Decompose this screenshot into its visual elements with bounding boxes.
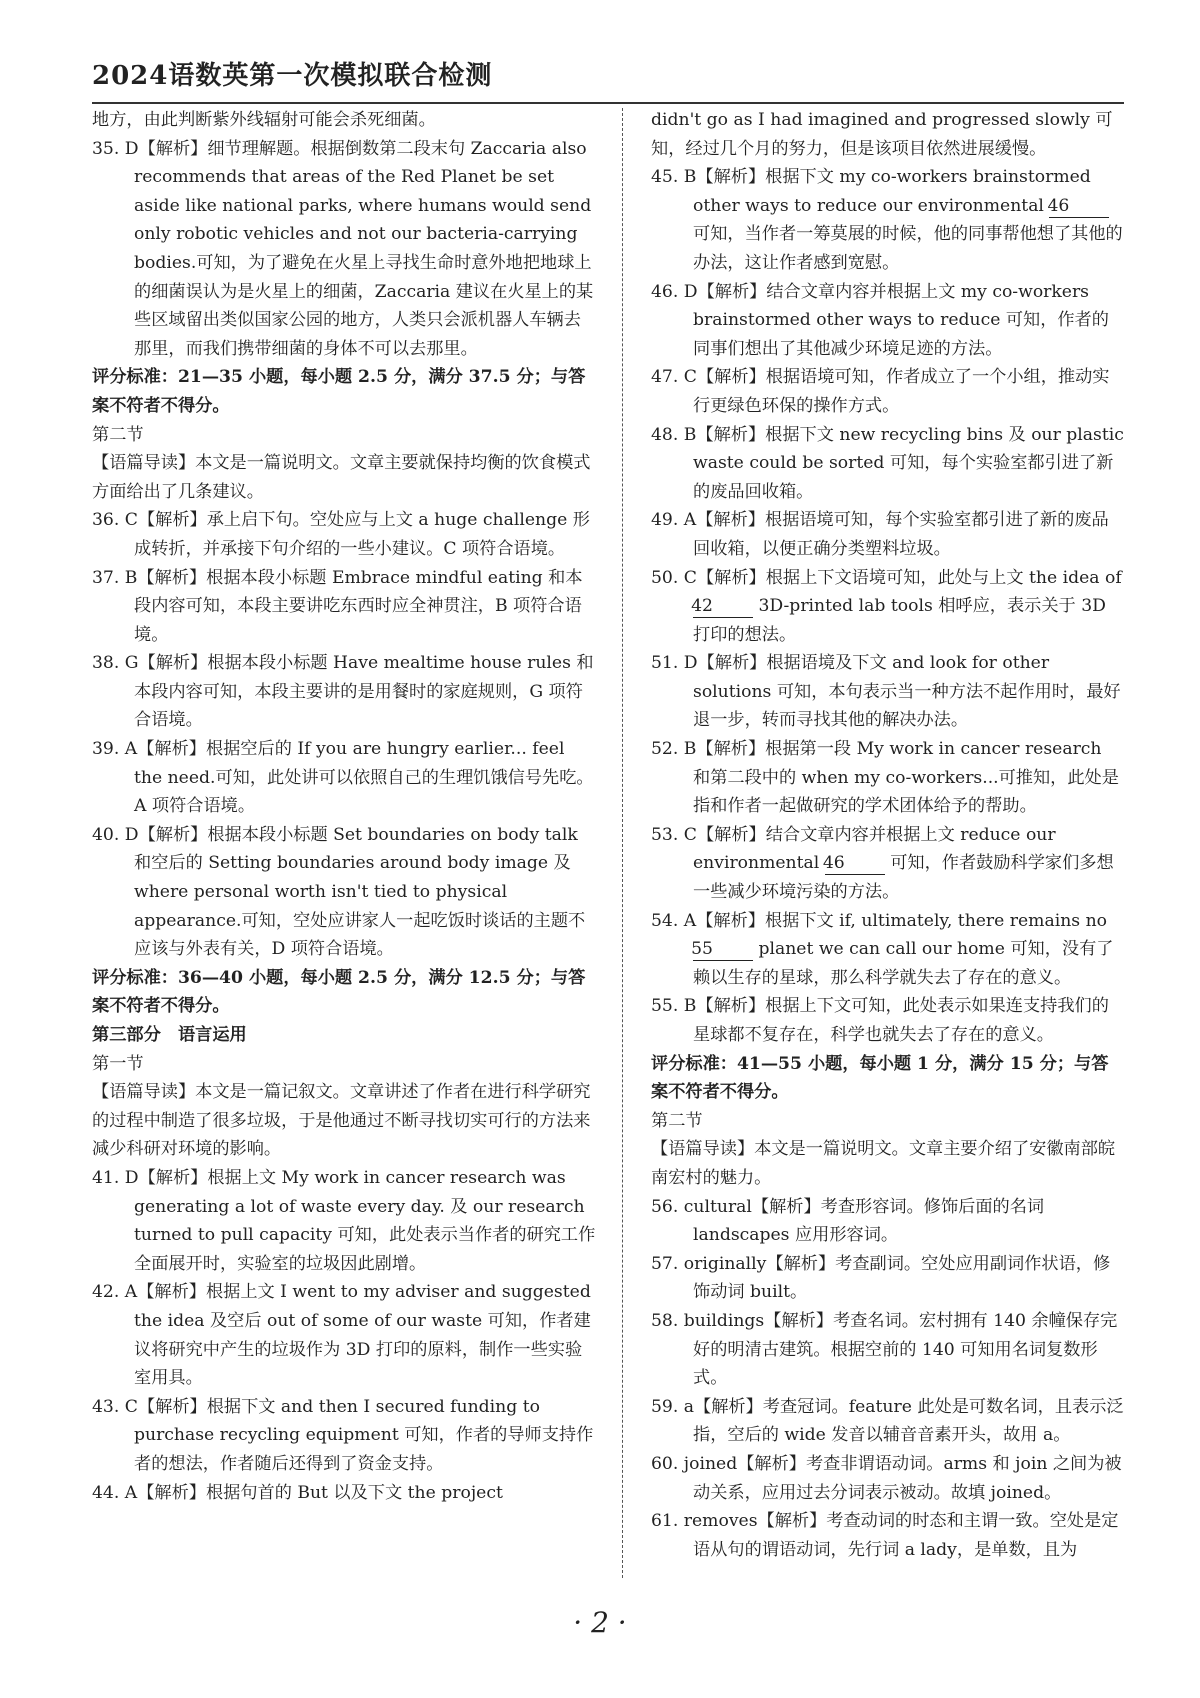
answer-54-text-end: planet we can call our home 可知，没有了赖以生存的星球，那么科学就失去了存在的意义。 — [693, 939, 1114, 988]
answer-38: 38. G【解析】根据本段小标题 Have mealtime house rules 和本段内容可知，本段主要讲的是用餐时的家庭规则，G 项符合语境。 — [92, 653, 594, 731]
answer-44: 44. A【解析】根据句首的 But 以及下文 the project — [92, 1482, 503, 1503]
answer-56: 56. cultural【解析】考查形容词。修饰后面的名词 landscapes 应用形容词。 — [651, 1196, 1045, 1246]
answer-50-text: 50. C【解析】根据上下文语境可知，此处与上文 the idea of — [651, 567, 1122, 588]
answer-42: 42. A【解析】根据上文 I went to my adviser and suggested the idea 及空后 out of some of our waste 可知，作者建议将研究中产生的垃圾作为 3D 打印的原料，制作一些实验室用具。 — [92, 1282, 591, 1389]
answer-54-text: 54. A【解析】根据下文 if, ultimately, there remains no — [651, 910, 1107, 931]
answer-53-text-end: 可知，作者鼓励科学家们多想一些减少环境污染的方法。 — [693, 853, 1114, 903]
answer-57: 57. originally【解析】考查副词。空处应用副词作状语，修饰动词 built。 — [651, 1253, 1111, 1303]
answer-53 — [651, 821, 1124, 907]
answer-45 — [651, 163, 1124, 277]
right-continuation: didn't go as I had imagined and progressed slowly 可知，经过几个月的努力，但是该项目依然进展缓慢。 — [651, 110, 1113, 159]
answer-50 — [651, 564, 1124, 650]
blank-number: 55 — [693, 938, 753, 961]
section-heading: 第二节 — [92, 424, 144, 445]
answer-46: 46. D【解析】结合文章内容并根据上文 my co-workers brainstormed other ways to reduce 可知，作者的同事们想出了其他减少环境足迹的方法。 — [651, 281, 1109, 359]
answer-60: 60. joined【解析】考查非谓语动词。arms 和 join 之间为被动关系，应用过去分词表示被动。故填 joined。 — [651, 1453, 1122, 1503]
answer-39: 39. A【解析】根据空后的 If you are hungry earlier... feel the need.可知，此处讲可以依照自己的生理饥饿信号先吃。A 项符合语境。 — [92, 739, 594, 817]
answer-50-text-end: 3D-printed lab tools 相呼应，表示关于 3D 打印的想法。 — [693, 596, 1106, 645]
page-number: · 2 · — [573, 1606, 627, 1639]
answer-37: 37. B【解析】根据本段小标题 Embrace mindful eating 和本段内容可知，本段主要讲吃东西时应全神贯注，B 项符合语境。 — [92, 567, 583, 645]
passage-guide: 【语篇导读】本文是一篇说明文。文章主要介绍了安徽南部皖南宏村的魅力。 — [651, 1139, 1116, 1188]
column-divider — [622, 108, 623, 1578]
answer-54 — [651, 907, 1124, 993]
left-continuation: 地方，由此判断紫外线辐射可能会杀死细菌。 — [92, 110, 436, 130]
answer-55: 55. B【解析】根据上下文可知，此处表示如果连支持我们的星球都不复存在，科学也就失去了存在的意义。 — [651, 996, 1109, 1045]
scoring-criteria: 评分标准：21—35 小题，每小题 2.5 分，满分 37.5 分；与答案不符者不得分。 — [92, 367, 586, 416]
section-heading: 第一节 — [92, 1053, 144, 1074]
right-column — [651, 106, 1124, 1564]
left-column — [92, 106, 598, 1507]
answer-43: 43. C【解析】根据下文 and then I secured funding to purchase recycling equipment 可知，作者的导师支持作者的想法，作者随后还得到了资金支持。 — [92, 1396, 594, 1474]
answer-58: 58. buildings【解析】考查名词。宏村拥有 140 余幢保存完好的明清古建筑。根据空前的 140 可知用名词复数形式。 — [651, 1310, 1118, 1389]
blank-number: 46 — [825, 852, 885, 875]
answer-45-text-end: 可知，当作者一筹莫展的时候，他的同事帮他想了其他的办法，这让作者感到宽慰。 — [693, 224, 1123, 273]
answer-35: 35. D【解析】细节理解题。根据倒数第二段末句 Zaccaria also recommends that areas of the Red Planet be set aside like national parks, where humans would send only robotic vehicles and not our bacteria-carrying bodies.可知，为了避免在火星上寻找生命时意外地把地球上的细菌误认为是火星上的细菌，Zaccaria 建议在火星上的某些区域留出类似国家公园的地方，人类只会派机器人车辆去那里，而我们携带细菌的身体不可以去那里。 — [92, 138, 594, 359]
scoring-criteria: 评分标准：36—40 小题，每小题 2.5 分，满分 12.5 分；与答案不符者不得分。 — [92, 967, 586, 1017]
scoring-criteria: 评分标准：41—55 小题，每小题 1 分，满分 15 分；与答案不符者不得分。 — [651, 1053, 1109, 1103]
passage-guide: 【语篇导读】本文是一篇记叙文。文章讲述了作者在进行科学研究的过程中制造了很多垃圾，于是他通过不断寻找切实可行的方法来减少科研对环境的影响。 — [92, 1082, 591, 1160]
answer-40: 40. D【解析】根据本段小标题 Set boundaries on body talk 和空后的 Setting boundaries around body image 及 where personal worth isn't tied to physical appearance.可知，空处应讲家人一起吃饭时谈话的主题不应该与外表有关，D 项符合语境。 — [92, 824, 586, 960]
blank-number: 42 — [693, 595, 753, 618]
answer-45-text: 45. B【解析】根据下文 my co-workers brainstormed other ways to reduce our environmental — [651, 167, 1091, 216]
answer-59: 59. a【解析】考查冠词。feature 此处是可数名词，且表示泛指，空后的 wide 发音以辅音音素开头，故用 a。 — [651, 1396, 1124, 1446]
part-heading: 第三部分 语言运用 — [92, 1025, 247, 1045]
answer-49: 49. A【解析】根据语境可知，每个实验室都引进了新的废品回收箱，以便正确分类塑料垃圾。 — [651, 510, 1109, 559]
header-rule — [92, 102, 1124, 104]
answer-51: 51. D【解析】根据语境及下文 and look for other solutions 可知，本句表示当一种方法不起作用时，最好退一步，转而寻找其他的解决办法。 — [651, 653, 1121, 731]
answer-48: 48. B【解析】根据下文 new recycling bins 及 our plastic waste could be sorted 可知，每个实验室都引进了新的废品回收箱。 — [651, 424, 1124, 502]
passage-guide: 【语篇导读】本文是一篇说明文。文章主要就保持均衡的饮食模式方面给出了几条建议。 — [92, 453, 591, 502]
answer-47: 47. C【解析】根据语境可知，作者成立了一个小组，推动实行更绿色环保的操作方式。 — [651, 367, 1110, 416]
header-title: 2024语数英第一次模拟联合检测 — [92, 61, 493, 91]
answer-41: 41. D【解析】根据上文 My work in cancer research was generating a lot of waste every day. 及 our research turned to pull capacity 可知，此处表示当作者的研究工作全面展开时，实验室的垃圾因此剧增。 — [92, 1167, 596, 1274]
answer-52: 52. B【解析】根据第一段 My work in cancer research 和第二段中的 when my co-workers...可推知，此处是指和作者一起做研究的学术团体给予的帮助。 — [651, 739, 1119, 817]
blank-number: 46 — [1049, 195, 1109, 218]
page-header — [92, 60, 1124, 92]
answer-61: 61. removes【解析】考查动词的时态和主谓一致。空处是定语从句的谓语动词，先行词 a lady，是单数，且为 — [651, 1511, 1119, 1560]
answer-53-text: 53. C【解析】结合文章内容并根据上文 reduce our environmental — [651, 824, 1056, 874]
answer-36: 36. C【解析】承上启下句。空处应与上文 a huge challenge 形成转折，并承接下句介绍的一些小建议。C 项符合语境。 — [92, 510, 590, 559]
section-heading: 第二节 — [651, 1110, 703, 1131]
